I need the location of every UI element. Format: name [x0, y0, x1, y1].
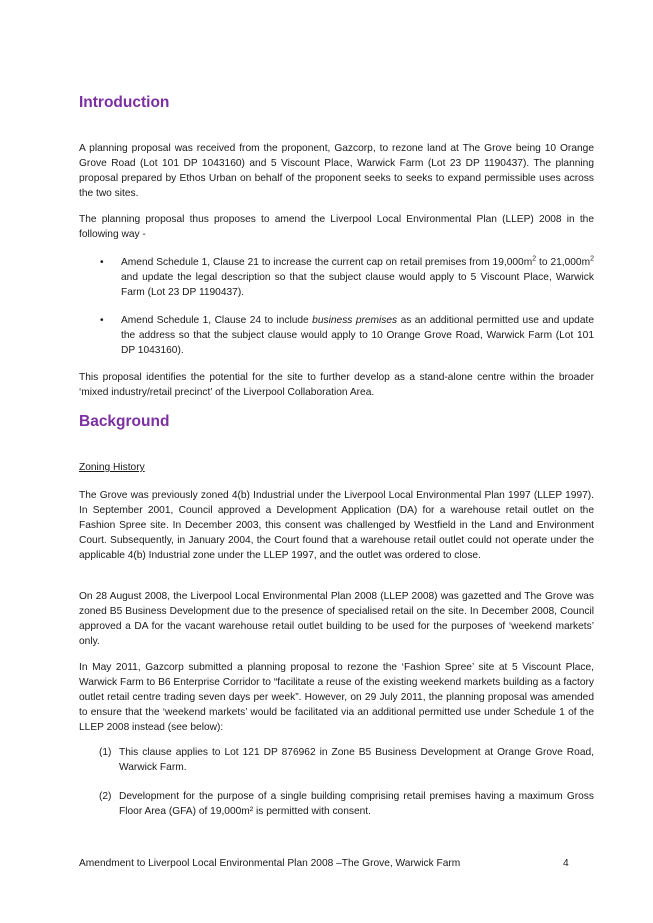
bullet-item-2: • Amend Schedule 1, Clause 24 to include business premises as an additional permitted use and update the address so that the subject clause would apply to 10 Orange Grove Road, Warwick Farm (Lot 101 DP 1043160). — [100, 315, 594, 356]
clause-item-2 — [99, 789, 594, 819]
background-heading: Background — [79, 413, 170, 430]
clause-item-1 — [99, 745, 594, 775]
background-paragraph-1: The Grove was previously zoned 4(b) Industrial under the Liverpool Local Environmental Plan 1997 (LLEP 1997). In September 2001, Council approved a Development Application (DA) for a warehouse retail outlet on the Fashion Spree site. In December 2003, this consent was challenged by Westfield in the Land and Environment Court. Subsequently, in January 2004, the Court found that a warehouse retail outlet could not operate under the applicable 4(b) Industrial zone under the LLEP 1997, and the outlet was ordered to close. — [79, 490, 594, 561]
clause-text: Development for the purpose of a single building comprising retail premises having a maximum Gross Floor Area (GFA) of 19,000m² is permitted with consent. — [119, 791, 594, 817]
zoning-history-subheading: Zoning History — [79, 462, 145, 473]
introduction-paragraph-1: A planning proposal was received from the proponent, Gazcorp, to rezone land at The Grove being 10 Orange Grove Road (Lot 101 DP 1043160) and 5 Viscount Place, Warwick Farm (Lot 23 DP 1190437). The planning proposal prepared by Ethos Urban on behalf of the proponent seeks to seeks to expand permissible uses across the two sites. — [79, 143, 594, 199]
introduction-paragraph-2: The planning proposal thus proposes to amend the Liverpool Local Environmental Plan (LLEP) 2008 in the following way - — [79, 214, 594, 240]
background-paragraph-3: In May 2011, Gazcorp submitted a planning proposal to rezone the ‘Fashion Spree’ site at 5 Viscount Place, Warwick Farm to B6 Enterprise Corridor to “facilitate a reuse of the existing weekend markets building as a factory outlet retail centre trading seven days per week”. However, on 29 July 2011, the planning proposal was amended to ensure that the ‘weekend markets’ would be facilitated via an additional permitted use under Schedule 1 of the LLEP 2008 instead (see below): — [79, 662, 594, 733]
page-number: 4 — [563, 858, 569, 869]
bullet-icon: • — [100, 257, 104, 268]
introduction-heading: Introduction — [79, 94, 170, 111]
clause-number: (1) — [99, 747, 112, 758]
introduction-paragraph-3: This proposal identifies the potential for the site to further develop as a stand-alone centre within the broader ‘mixed industry/retail precinct’ of the Liverpool Collaboration Area. — [79, 372, 594, 398]
clause-text: This clause applies to Lot 121 DP 876962 in Zone B5 Business Development at Orange Grove Road, Warwick Farm. — [119, 747, 594, 773]
clause-number: (2) — [99, 791, 112, 802]
background-paragraph-2: On 28 August 2008, the Liverpool Local Environmental Plan 2008 (LLEP 2008) was gazetted and The Grove was zoned B5 Business Development due to the presence of specialised retail on the site. In December 2008, Council approved a DA for the vacant warehouse retail outlet building to be used for the purposes of ‘weekend markets’ only. — [79, 591, 594, 647]
footer-title: Amendment to Liverpool Local Environmental Plan 2008 –The Grove, Warwick Farm — [79, 858, 461, 869]
bullet-item-1: • Amend Schedule 1, Clause 21 to increase the current cap on retail premises from $19,000m^2$ to $21,000m^2$ and update the legal description so that the subject clause would apply to 5 Viscount Place, Warwick Farm (Lot 23 DP 1190437). — [100, 255, 594, 298]
bullet-icon: • — [100, 315, 104, 326]
